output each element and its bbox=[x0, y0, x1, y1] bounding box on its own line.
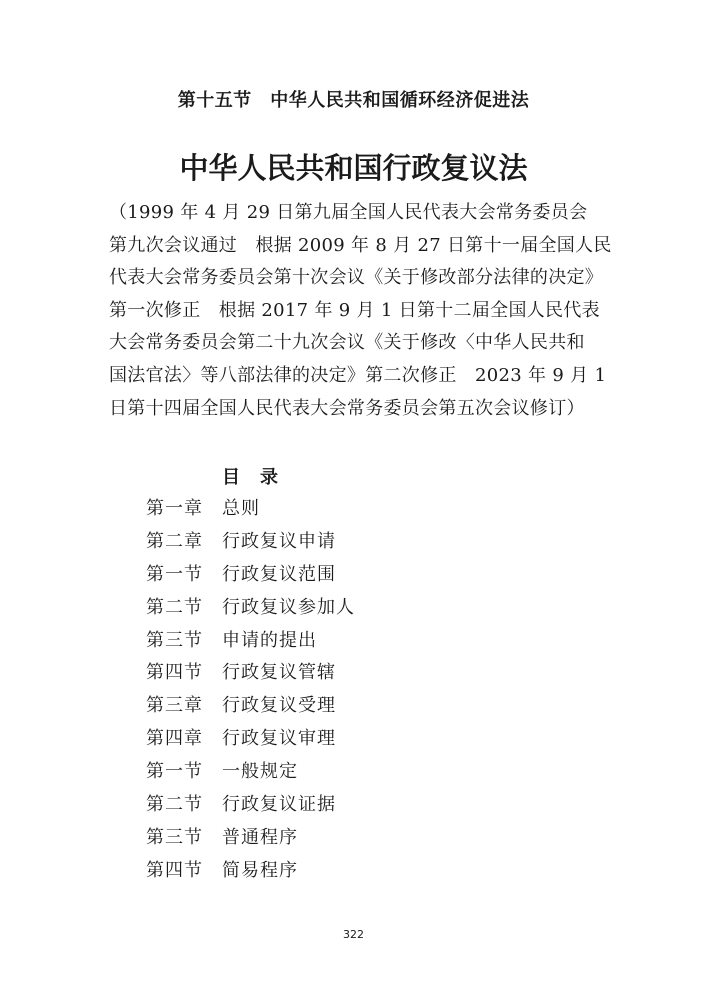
toc-item-label: 第二章 bbox=[146, 530, 203, 552]
toc-item-label: 第一节 bbox=[146, 761, 203, 783]
toc-item-label: 第一节 bbox=[146, 563, 203, 585]
history-line: 国法官法〉等八部法律的决定》第二次修正 2023 年 9 月 1 bbox=[109, 364, 607, 386]
toc-item-label: 第一章 bbox=[146, 498, 203, 519]
toc-item bbox=[146, 562, 355, 595]
history-line: （1999 年 4 月 29 日第九届全国人民代表大会常务委员会 bbox=[109, 202, 588, 223]
toc-item bbox=[146, 726, 355, 759]
history-line: 代表大会常务委员会第十次会议《关于修改部分法律的决定》 bbox=[109, 267, 604, 289]
toc-item-text: 总则 bbox=[222, 498, 260, 519]
toc-item bbox=[146, 693, 355, 726]
toc-item-text: 申请的提出 bbox=[222, 629, 317, 651]
toc-item bbox=[146, 529, 355, 562]
toc-item-label: 第二节 bbox=[146, 596, 203, 618]
toc-item-label: 第三节 bbox=[146, 629, 203, 651]
toc-item bbox=[146, 595, 355, 628]
toc-item-text: 普通程序 bbox=[222, 826, 298, 848]
legislative-history bbox=[109, 200, 612, 428]
history-line: 第九次会议通过 根据 2009 年 8 月 27 日第十一届全国人民 bbox=[109, 234, 612, 256]
table-of-contents bbox=[146, 496, 355, 891]
toc-item-text: 行政复议范围 bbox=[222, 563, 336, 585]
toc-item-text: 行政复议受理 bbox=[222, 695, 336, 717]
toc-item bbox=[146, 858, 355, 891]
history-line: 大会常务委员会第二十九次会议《关于修改〈中华人民共和 bbox=[109, 332, 585, 354]
toc-item-label: 第四节 bbox=[146, 859, 203, 881]
toc-item-label: 第三章 bbox=[146, 695, 203, 717]
toc-item-text: 行政复议管辖 bbox=[222, 662, 336, 684]
toc-item-label: 第四节 bbox=[146, 662, 203, 684]
section-header: 第十五节 中华人民共和国循环经济促进法 bbox=[177, 90, 530, 111]
toc-item-text: 行政复议参加人 bbox=[222, 596, 355, 618]
law-title: 中华人民共和国行政复议法 bbox=[179, 151, 528, 185]
toc-heading: 目录 bbox=[222, 467, 298, 488]
toc-item-text: 简易程序 bbox=[222, 859, 298, 881]
toc-item-text: 行政复议审理 bbox=[222, 728, 336, 750]
toc-item-label: 第四章 bbox=[146, 728, 203, 750]
toc-item bbox=[146, 660, 355, 693]
history-line: 第一次修正 根据 2017 年 9 月 1 日第十二届全国人民代表 bbox=[109, 299, 600, 321]
toc-item-label: 第三节 bbox=[146, 826, 203, 848]
toc-item bbox=[146, 792, 355, 825]
page-number: 322 bbox=[343, 928, 364, 941]
history-line: 日第十四届全国人民代表大会常务委员会第五次会议修订） bbox=[109, 397, 585, 419]
toc-item-text: 一般规定 bbox=[222, 761, 298, 783]
toc-item bbox=[146, 825, 355, 858]
toc-item-label: 第二节 bbox=[146, 794, 203, 816]
toc-item bbox=[146, 628, 355, 661]
toc-item-text: 行政复议申请 bbox=[222, 530, 336, 552]
toc-item bbox=[146, 759, 355, 792]
toc-item-text: 行政复议证据 bbox=[222, 794, 336, 816]
toc-item bbox=[146, 496, 355, 529]
